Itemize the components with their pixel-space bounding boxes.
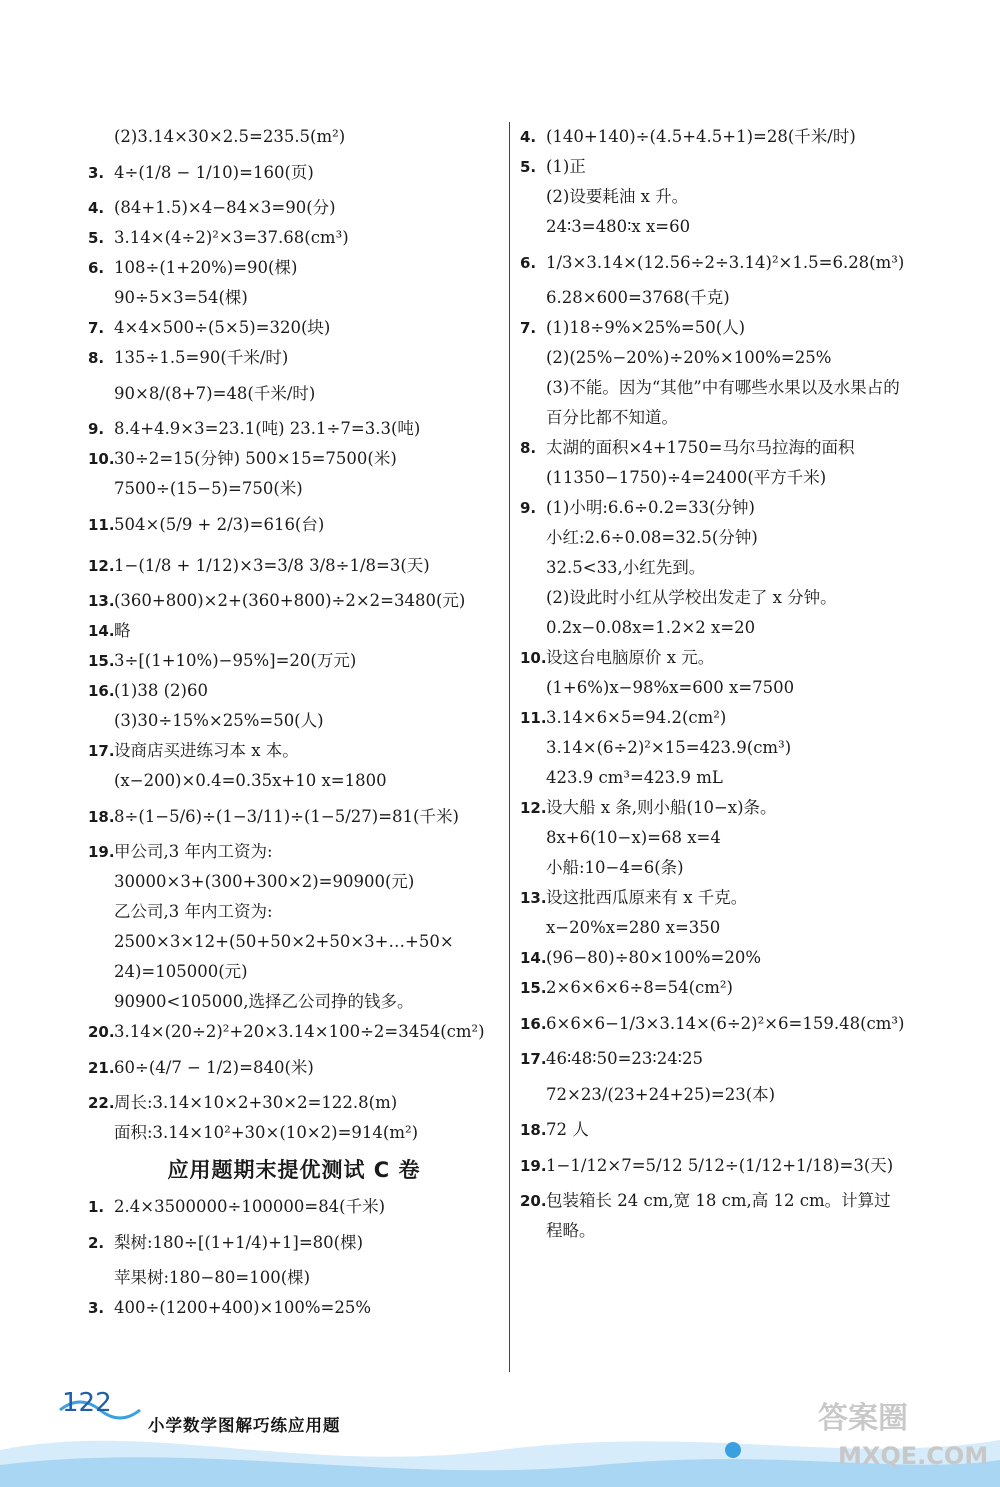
answer-line xyxy=(88,474,500,504)
item-number: 21. xyxy=(88,1059,115,1077)
item-number: 1. xyxy=(88,1198,105,1216)
answer-text: 7500÷(15−5)=750(米) xyxy=(114,479,303,498)
answer-line xyxy=(88,586,500,616)
answer-text: 72×23/(23+24+25)=23(本) xyxy=(546,1085,776,1104)
answer-line xyxy=(520,733,950,763)
answer-text: 3.14×(20÷2)²+20×3.14×100÷2=3454(cm²) xyxy=(114,1022,485,1041)
item-number: 19. xyxy=(88,843,115,861)
answer-line xyxy=(520,673,950,703)
answer-line xyxy=(88,796,500,837)
answer-line xyxy=(520,433,950,463)
answer-line xyxy=(88,837,500,867)
answer-line xyxy=(88,1263,500,1293)
answer-line xyxy=(520,553,950,583)
answer-text: (3)不能。因为“其他”中有哪些水果以及水果占的 xyxy=(546,378,900,397)
answer-line xyxy=(520,523,950,553)
answer-line xyxy=(520,1216,950,1246)
answer-text: 8.4+4.9×3=23.1(吨) 23.1÷7=3.3(吨) xyxy=(114,419,421,438)
answer-text: (1)38 (2)60 xyxy=(114,681,208,700)
column-divider xyxy=(509,122,510,1372)
answer-line xyxy=(88,987,500,1017)
answer-line xyxy=(520,793,950,823)
answer-line xyxy=(520,973,950,1003)
answer-line xyxy=(88,545,500,586)
answer-text: 30÷2=15(分钟) 500×15=7500(米) xyxy=(114,449,397,468)
item-number: 4. xyxy=(88,199,105,217)
item-number: 17. xyxy=(88,742,115,760)
item-number: 18. xyxy=(88,808,115,826)
answer-line xyxy=(88,897,500,927)
answer-text: (2)3.14×30×2.5=235.5(m²) xyxy=(114,127,346,146)
answer-text: (1+6%)x−98%x=600 x=7500 xyxy=(546,678,795,697)
answer-text: 小红:2.6÷0.08=32.5(分钟) xyxy=(546,528,758,547)
answer-text: (11350−1750)÷4=2400(平方千米) xyxy=(546,468,827,487)
answer-text: 8x+6(10−x)=68 x=4 xyxy=(546,828,721,847)
item-number: 20. xyxy=(520,1192,547,1210)
answer-text: (x−200)×0.4=0.35x+10 x=1800 xyxy=(114,771,387,790)
answer-line xyxy=(520,343,950,373)
answer-text: 乙公司,3 年内工资为: xyxy=(114,902,273,921)
answer-text: 设这台电脑原价 x 元。 xyxy=(546,648,715,667)
item-number: 11. xyxy=(520,709,547,727)
answer-text: (140+140)÷(4.5+4.5+1)=28(千米/时) xyxy=(546,127,856,146)
answer-text: 小船:10−4=6(条) xyxy=(546,858,684,877)
answer-text: 108÷(1+20%)=90(棵) xyxy=(114,258,298,277)
answer-text: 1−(1/8 + 1/12)×3=3/8 3/8÷1/8=3(天) xyxy=(114,556,430,575)
answer-line xyxy=(88,1222,500,1263)
answer-text: 包装箱长 24 cm,宽 18 cm,高 12 cm。计算过 xyxy=(546,1191,891,1210)
item-number: 13. xyxy=(88,592,115,610)
answer-line xyxy=(88,736,500,766)
answer-text: 太湖的面积×4+1750=马尔马拉海的面积 xyxy=(546,438,855,457)
answer-text: (96−80)÷80×100%=20% xyxy=(546,948,762,967)
answer-text: (3)30÷15%×25%=50(人) xyxy=(114,711,324,730)
item-number: 10. xyxy=(88,450,115,468)
answer-line xyxy=(88,343,500,373)
item-number: 16. xyxy=(520,1015,547,1033)
answer-text: 72 人 xyxy=(546,1120,589,1139)
answer-line xyxy=(88,223,500,253)
right-column xyxy=(520,122,950,1246)
answer-text: 3.14×(4÷2)²×3=37.68(cm³) xyxy=(114,228,349,247)
answer-line xyxy=(88,1293,500,1323)
answer-line xyxy=(88,444,500,474)
item-number: 6. xyxy=(520,254,537,272)
answer-text: 24)=105000(元) xyxy=(114,962,248,981)
watermark-logo xyxy=(808,1390,988,1470)
item-number: 22. xyxy=(88,1094,115,1112)
answer-text: 90×8/(8+7)=48(千米/时) xyxy=(114,384,316,403)
item-number: 13. xyxy=(520,889,547,907)
answer-line xyxy=(88,766,500,796)
answer-text: 略 xyxy=(114,621,131,640)
answer-text: (2)设要耗油 x 升。 xyxy=(546,187,689,206)
answer-line xyxy=(88,616,500,646)
answer-text: 4÷(1/8 − 1/10)=160(页) xyxy=(114,163,314,182)
answer-line xyxy=(88,414,500,444)
item-number: 2. xyxy=(88,1234,105,1252)
answer-text: 2500×3×12+(50+50×2+50×3+…+50× xyxy=(114,932,454,951)
item-number: 8. xyxy=(520,439,537,457)
answer-text: 32.5<33,小红先到。 xyxy=(546,558,706,577)
item-number: 3. xyxy=(88,164,105,182)
answer-text: (84+1.5)×4−84×3=90(分) xyxy=(114,198,336,217)
answer-line xyxy=(88,152,500,193)
answer-line xyxy=(520,643,950,673)
answer-line xyxy=(88,373,500,414)
answer-text: 46∶48∶50=23∶24∶25 xyxy=(546,1049,703,1068)
item-number: 7. xyxy=(520,319,537,337)
answer-text: (2)设此时小红从学校出发走了 x 分钟。 xyxy=(546,588,837,607)
answer-line xyxy=(520,242,950,283)
svg-text:MXQE.COM: MXQE.COM xyxy=(838,1442,988,1470)
answer-text: 2×6×6×6÷8=54(cm²) xyxy=(546,978,733,997)
answer-line xyxy=(88,122,500,152)
answer-text: 423.9 cm³=423.9 mL xyxy=(546,768,723,787)
answer-text: (2)(25%−20%)÷20%×100%=25% xyxy=(546,348,832,367)
answer-text: 6.28×600=3768(千克) xyxy=(546,288,730,307)
answer-line xyxy=(88,1192,500,1222)
answer-line xyxy=(520,883,950,913)
answer-text: 400÷(1200+400)×100%=25% xyxy=(114,1298,371,1317)
item-number: 20. xyxy=(88,1023,115,1041)
answer-line xyxy=(520,823,950,853)
section-title: 应用题期末提优测试 C 卷 xyxy=(167,1158,421,1182)
item-number: 9. xyxy=(88,420,105,438)
answer-text: 2.4×3500000÷100000=84(千米) xyxy=(114,1197,386,1216)
answer-line xyxy=(520,1044,950,1074)
answer-line xyxy=(88,504,500,545)
answer-text: (1)正 xyxy=(546,157,586,176)
answer-line xyxy=(520,853,950,883)
item-number: 10. xyxy=(520,649,547,667)
answer-line xyxy=(520,152,950,182)
answer-text: 1−1/12×7=5/12 5/12÷(1/12+1/18)=3(天) xyxy=(546,1156,894,1175)
item-number: 19. xyxy=(520,1157,547,1175)
answer-text: 百分比都不知道。 xyxy=(546,408,678,427)
item-number: 8. xyxy=(88,349,105,367)
answer-line xyxy=(88,1017,500,1047)
answer-line xyxy=(520,913,950,943)
answer-line xyxy=(520,212,950,242)
answer-line xyxy=(520,403,950,433)
answer-text: 面积:3.14×10²+30×(10×2)=914(m²) xyxy=(114,1123,419,1142)
answer-text: 0.2x−0.08x=1.2×2 x=20 xyxy=(546,618,756,637)
answer-text: 设商店买进练习本 x 本。 xyxy=(114,741,299,760)
item-number: 5. xyxy=(88,229,105,247)
answer-text: 135÷1.5=90(千米/时) xyxy=(114,348,289,367)
answer-text: 24∶3=480∶x x=60 xyxy=(546,217,691,236)
page-number: 122 xyxy=(62,1388,112,1418)
answer-text: (360+800)×2+(360+800)÷2×2=3480(元) xyxy=(114,591,466,610)
answer-text: 梨树:180÷[(1+1/4)+1]=80(棵) xyxy=(114,1233,364,1252)
answer-text: 90900<105000,选择乙公司挣的钱多。 xyxy=(114,992,414,1011)
item-number: 3. xyxy=(88,1299,105,1317)
answer-line xyxy=(520,493,950,523)
answer-text: x−20%x=280 x=350 xyxy=(546,918,721,937)
answer-text: (1)小明:6.6÷0.2=33(分钟) xyxy=(546,498,755,517)
item-number: 18. xyxy=(520,1121,547,1139)
item-number: 14. xyxy=(88,622,115,640)
answer-text: 30000×3+(300+300×2)=90900(元) xyxy=(114,872,415,891)
answer-line xyxy=(88,706,500,736)
answer-line xyxy=(88,1047,500,1088)
answer-text: 6×6×6−1/3×3.14×(6÷2)²×6=159.48(cm³) xyxy=(546,1014,905,1033)
answer-line xyxy=(520,463,950,493)
answer-text: 设大船 x 条,则小船(10−x)条。 xyxy=(546,798,777,817)
item-number: 7. xyxy=(88,319,105,337)
item-number: 5. xyxy=(520,158,537,176)
answer-line xyxy=(88,927,500,957)
answer-line xyxy=(520,1186,950,1216)
answer-line xyxy=(520,1145,950,1186)
item-number: 17. xyxy=(520,1050,547,1068)
answer-text: 程略。 xyxy=(546,1221,596,1240)
item-number: 9. xyxy=(520,499,537,517)
answer-text: 甲公司,3 年内工资为: xyxy=(114,842,273,861)
answer-line xyxy=(88,676,500,706)
answer-line xyxy=(88,253,500,283)
item-number: 15. xyxy=(88,652,115,670)
answer-line xyxy=(520,1074,950,1115)
book-title: 小学数学图解巧练应用题 xyxy=(148,1416,341,1435)
answer-text: 苹果树:180−80=100(棵) xyxy=(114,1268,311,1287)
answer-text: 周长:3.14×10×2+30×2=122.8(m) xyxy=(114,1093,398,1112)
answer-text: 1/3×3.14×(12.56÷2÷3.14)²×1.5=6.28(m³) xyxy=(546,253,905,272)
answer-text: (1)18÷9%×25%=50(人) xyxy=(546,318,746,337)
answer-line xyxy=(520,122,950,152)
answer-line xyxy=(88,193,500,223)
answer-line xyxy=(520,373,950,403)
svg-text:答案圈: 答案圈 xyxy=(818,1401,908,1436)
item-number: 6. xyxy=(88,259,105,277)
answer-line xyxy=(88,957,500,987)
answer-line xyxy=(88,1118,500,1148)
answer-text: 60÷(4/7 − 1/2)=840(米) xyxy=(114,1058,314,1077)
answer-text: 4×4×500÷(5×5)=320(块) xyxy=(114,318,331,337)
item-number: 12. xyxy=(520,799,547,817)
answer-line xyxy=(520,182,950,212)
answer-text: 设这批西瓜原来有 x 千克。 xyxy=(546,888,748,907)
answer-line xyxy=(520,613,950,643)
answer-line xyxy=(520,943,950,973)
item-number: 14. xyxy=(520,949,547,967)
answer-line xyxy=(520,703,950,733)
answer-text: 90÷5×3=54(棵) xyxy=(114,288,248,307)
item-number: 4. xyxy=(520,128,537,146)
answer-line xyxy=(88,867,500,897)
item-number: 11. xyxy=(88,516,115,534)
answer-text: 504×(5/9 + 2/3)=616(台) xyxy=(114,515,325,534)
item-number: 16. xyxy=(88,682,115,700)
left-column xyxy=(88,122,500,1323)
answer-text: 3.14×(6÷2)²×15=423.9(cm³) xyxy=(546,738,792,757)
answer-line xyxy=(88,313,500,343)
answer-line xyxy=(520,763,950,793)
answer-text: 3÷[(1+10%)−95%]=20(万元) xyxy=(114,651,357,670)
answer-line xyxy=(520,313,950,343)
answer-text: 8÷(1−5/6)÷(1−3/11)÷(1−5/27)=81(千米) xyxy=(114,807,459,826)
item-number: 12. xyxy=(88,557,115,575)
answer-line xyxy=(88,646,500,676)
answer-line xyxy=(520,1115,950,1145)
item-number: 15. xyxy=(520,979,547,997)
answer-line xyxy=(520,1003,950,1044)
answer-line xyxy=(88,283,500,313)
answer-line xyxy=(88,1088,500,1118)
answer-line xyxy=(520,583,950,613)
answer-line xyxy=(520,283,950,313)
answer-text: 3.14×6×5=94.2(cm²) xyxy=(546,708,727,727)
